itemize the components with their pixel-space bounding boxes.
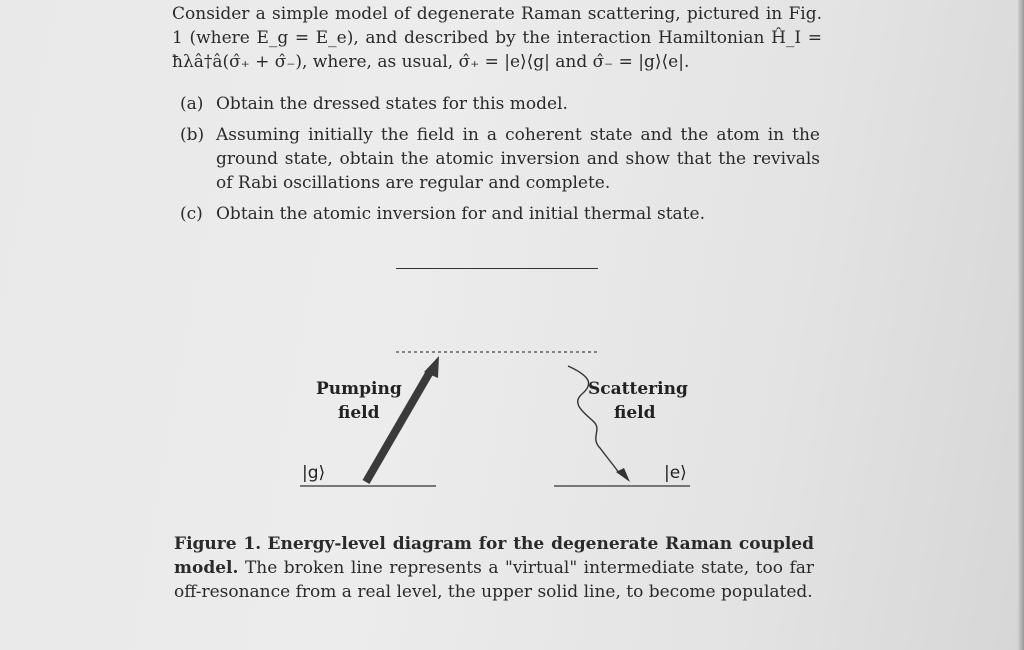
part-a-text: Obtain the dressed states for this model. — [216, 94, 568, 114]
scattering-label-line2: field — [614, 403, 656, 423]
excited-state-ket: |e⟩ — [664, 463, 687, 483]
part-b-text: Assuming initially the field in a coherent state and the atom in the ground state, obtain the atomic inversion and show that the revivals of Rabi oscillations are regular and complete. — [216, 125, 820, 193]
ground-state-ket: |g⟩ — [302, 463, 326, 483]
figure-caption — [174, 532, 814, 604]
part-c-text: Obtain the atomic inversion for and initial thermal state. — [216, 204, 705, 224]
scattering-label-line1: Scattering — [588, 379, 688, 399]
figure-label: Figure 1. — [174, 534, 262, 554]
part-c-label: (c) — [180, 204, 203, 224]
part-a-label: (a) — [180, 94, 204, 114]
caption-text: The broken line represents a "virtual" intermediate state, too far off-resonance from a real level, the upper solid line, to become populated. — [174, 558, 814, 602]
pumping-label-line2: field — [338, 403, 380, 423]
pumping-label-line1: Pumping — [316, 379, 402, 399]
caption-bold-title: Energy-level diagram for the degenerate Raman coupled model. — [174, 534, 815, 578]
part-b-label: (b) — [180, 125, 205, 145]
problem-text: Consider a simple model of degenerate Raman scattering, pictured in Fig. 1 (where E_g = E_e), and described by the interaction Hamiltonian Ĥ_I = ħλâ†â(σ̂₊ + σ̂₋), where, as usual, σ̂₊ = |e⟩⟨g| and σ̂₋ = |g⟩⟨e|. — [172, 4, 822, 72]
